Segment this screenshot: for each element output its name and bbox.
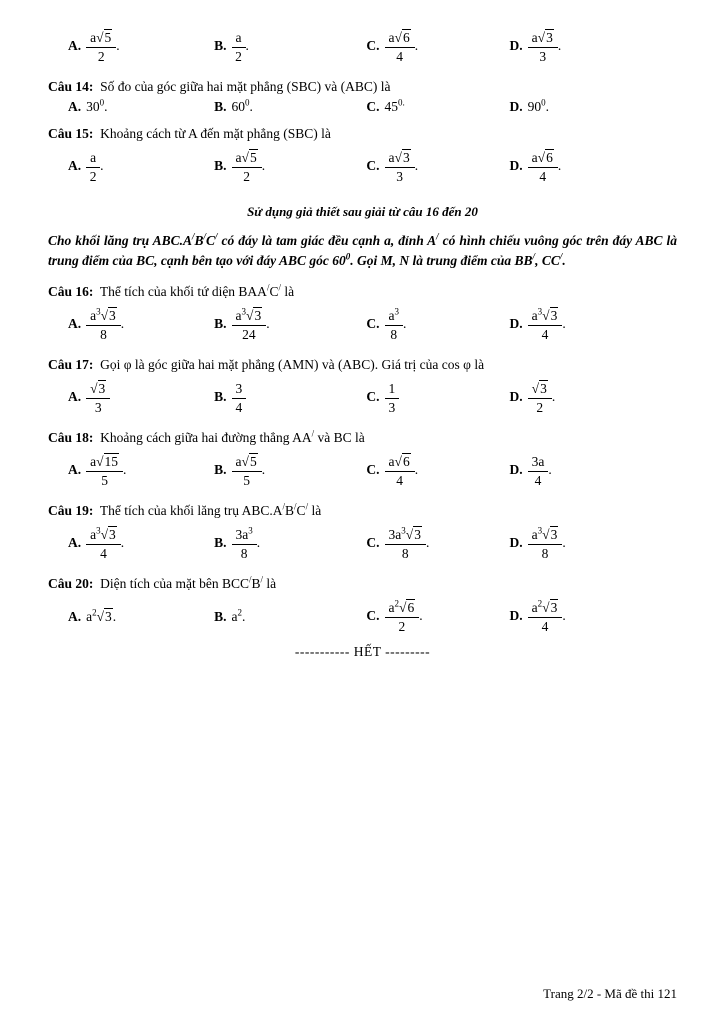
option-value: $\frac{√3}{2}$ . xyxy=(528,389,556,404)
fraction xyxy=(385,381,400,415)
option-letter: B. xyxy=(214,38,227,54)
question-text: Thể tích của khối tứ diện BAA/C/ là xyxy=(99,282,295,299)
superscript: / xyxy=(266,282,270,293)
option-value: $\frac{3a}{4}$ . xyxy=(528,462,552,477)
fraction xyxy=(385,600,420,634)
answer-option-b xyxy=(214,381,366,415)
fraction-numerator: $a^3√3$ xyxy=(232,308,267,326)
option-letter: A. xyxy=(68,316,82,332)
radical-icon: √ xyxy=(542,307,550,323)
shared-stem: Cho khối lăng trụ ABC.A/B/C/ có đáy là tam giác đều cạnh a, đỉnh A/ có hình chiếu vuông góc trên đáy ABC là trung điểm của BC, cạnh bên tạo với đáy ABC góc $60^0$. Gọi M, N là trung điểm của BB/, CC/. xyxy=(48,231,677,268)
radicand: 3 xyxy=(550,526,558,542)
options-row xyxy=(48,595,677,639)
superscript: 0 xyxy=(99,97,105,108)
radicand: 3 xyxy=(414,526,421,542)
radical-icon: √ xyxy=(531,380,540,396)
option-value: $a^2√3$. xyxy=(86,607,117,624)
fraction-numerator: a√3 xyxy=(528,30,558,48)
option-value: $\frac{a^3√3}{4}$ . xyxy=(528,316,566,331)
fraction-denominator: 2 xyxy=(235,48,242,64)
fraction-numerator: $3a^3√3$ xyxy=(385,527,426,545)
superscript: 0 xyxy=(345,251,351,262)
square-root xyxy=(532,381,548,396)
square-root xyxy=(97,609,113,624)
superscript: 3 xyxy=(96,525,101,536)
options-row xyxy=(48,449,677,493)
superscript: / xyxy=(311,428,315,439)
square-root xyxy=(96,30,112,45)
option-letter: B. xyxy=(214,316,227,332)
superscript: 2 xyxy=(537,598,543,609)
option-value xyxy=(86,380,110,415)
fraction xyxy=(528,30,558,64)
fraction-denominator: 3 xyxy=(388,399,396,415)
radicand: 5 xyxy=(249,453,257,469)
fraction-denominator: 4 xyxy=(396,472,403,488)
option-value: $\frac{a√3}{3}$ . xyxy=(385,158,419,173)
square-root xyxy=(542,527,558,542)
radicand: 3 xyxy=(98,380,106,396)
superscript: / xyxy=(248,574,252,585)
radicand: 3 xyxy=(109,526,116,542)
option-letter: A. xyxy=(68,38,82,54)
exam-content xyxy=(48,25,677,660)
radicand: 6 xyxy=(407,599,415,615)
fraction-numerator: a√5 xyxy=(232,150,262,168)
option-letter: A. xyxy=(68,462,82,478)
fraction xyxy=(528,600,563,634)
answer-option-a xyxy=(68,99,214,115)
option-letter: D. xyxy=(509,99,523,114)
fraction-denominator: 24 xyxy=(242,326,256,342)
options-row xyxy=(48,376,677,420)
fraction-numerator: a√5 xyxy=(232,454,262,472)
fraction xyxy=(232,381,247,415)
fraction xyxy=(232,30,246,64)
option-value: $\frac{a√6}{4}$ . xyxy=(528,158,562,173)
options-row xyxy=(48,303,677,347)
answer-option-b xyxy=(214,150,366,184)
option-letter: B. xyxy=(214,99,227,114)
radical-icon: √ xyxy=(405,526,414,542)
radical-icon: √ xyxy=(90,380,98,396)
answer-option-c xyxy=(366,308,509,342)
radical-icon: √ xyxy=(100,526,109,542)
answer-option-a xyxy=(68,150,214,184)
fraction xyxy=(385,454,415,488)
answer-option-c xyxy=(366,30,509,64)
fraction-numerator: $a^3√3$ xyxy=(528,308,563,326)
radical-icon: √ xyxy=(399,599,407,615)
square-root xyxy=(399,600,415,615)
answer-option-a xyxy=(68,609,214,625)
superscript: 3 xyxy=(96,306,101,317)
option-value: $\frac{a^3}{8}$ . xyxy=(385,316,407,331)
fraction-numerator: $a^3$ xyxy=(385,308,404,326)
fraction xyxy=(86,381,110,415)
fraction-numerator: $a^2√3$ xyxy=(528,600,563,618)
fraction-numerator: $a^3√3$ xyxy=(86,308,121,326)
option-letter: D. xyxy=(509,535,523,551)
radical-icon: √ xyxy=(96,29,104,45)
radical-icon: √ xyxy=(537,29,546,45)
option-value: $45^{0.}$ xyxy=(384,97,405,114)
superscript: 3 xyxy=(401,525,406,536)
question-text: Khoảng cách từ A đến mặt phẳng (SBC) là xyxy=(100,126,331,141)
square-root xyxy=(246,308,262,323)
answer-option-c xyxy=(366,150,509,184)
fraction-numerator: a xyxy=(232,30,246,48)
fraction xyxy=(86,308,121,342)
options-row xyxy=(48,145,677,189)
question-text: Thể tích của khối lăng trụ ABC.A/B/C/ là xyxy=(99,501,322,518)
page-footer: Trang 2/2 - Mã đề thi 121 xyxy=(543,986,677,1001)
option-value: $\frac{a^2√3}{4}$ . xyxy=(528,608,566,623)
superscript: 0. xyxy=(398,97,405,108)
superscript: 3 xyxy=(537,525,543,536)
option-letter: C. xyxy=(366,608,380,624)
square-root xyxy=(242,454,258,469)
superscript: 2 xyxy=(92,607,97,618)
option-letter: C. xyxy=(366,99,380,114)
option-letter: B. xyxy=(214,462,227,478)
superscript: 0 xyxy=(245,97,250,108)
fraction-numerator: a√5 xyxy=(86,30,116,48)
fraction-denominator: 4 xyxy=(235,399,243,415)
radicand: 5 xyxy=(104,29,112,45)
question-label: Câu 20: xyxy=(48,576,94,591)
option-value: $\frac{a√5}{5}$ . xyxy=(232,462,266,477)
fraction-denominator: 5 xyxy=(101,472,108,488)
superscript: / xyxy=(305,501,309,512)
answer-option-d xyxy=(510,527,677,561)
option-value: $a^2$. xyxy=(231,607,246,624)
question-line xyxy=(48,283,677,301)
option-letter: A. xyxy=(68,99,82,114)
square-root xyxy=(90,381,106,396)
option-value: $\frac{a√5}{2}$ . xyxy=(86,38,120,53)
fraction-numerator xyxy=(86,381,110,399)
option-value: $\frac{a^3√3}{8}$ . xyxy=(86,316,124,331)
question-label: Câu 17: xyxy=(48,357,94,372)
fraction-denominator: 3 xyxy=(396,168,403,184)
answer-option-b xyxy=(214,454,366,488)
option-letter: C. xyxy=(366,462,380,478)
superscript: / xyxy=(260,574,264,585)
fraction-denominator: 8 xyxy=(240,545,248,561)
fraction-numerator: a√3 xyxy=(385,150,415,168)
fraction-denominator: 3 xyxy=(94,399,102,415)
superscript: 2 xyxy=(237,607,243,618)
fraction xyxy=(232,527,257,561)
square-root xyxy=(406,527,422,542)
question-label: Câu 18: xyxy=(48,430,94,445)
question-label: Câu 16: xyxy=(48,284,94,299)
answer-option-d xyxy=(510,454,677,488)
radical-icon: √ xyxy=(394,29,402,45)
fraction xyxy=(385,30,415,64)
option-letter: A. xyxy=(68,158,82,174)
superscript: 0 xyxy=(541,97,546,108)
answer-option-a xyxy=(68,381,214,415)
answer-option-c xyxy=(366,381,509,415)
fraction-denominator: 8 xyxy=(401,545,409,561)
option-letter: B. xyxy=(214,389,227,405)
fraction xyxy=(528,308,563,342)
option-letter: A. xyxy=(68,389,82,405)
fraction-denominator: 8 xyxy=(100,326,107,342)
answer-option-c xyxy=(366,527,509,561)
square-root xyxy=(96,454,119,469)
radical-icon: √ xyxy=(241,149,249,165)
options-row xyxy=(48,25,677,69)
option-value: $\frac{a}{2}$ . xyxy=(86,158,103,173)
option-letter: D. xyxy=(509,462,523,478)
radicand: 6 xyxy=(402,29,410,45)
fraction xyxy=(385,308,404,342)
fraction-numerator: 3a xyxy=(528,454,549,472)
fraction xyxy=(232,150,262,184)
fraction xyxy=(232,308,267,342)
option-letter: B. xyxy=(214,158,227,174)
question-line xyxy=(48,575,677,593)
question-text: Khoảng cách giữa hai đường thẳng AA/ và BC là xyxy=(100,428,365,445)
section-note: Sử dụng giả thiết sau giải từ câu 16 đến 20 xyxy=(247,204,478,219)
option-value: $\frac{a}{2}$ . xyxy=(232,38,249,53)
option-value: $60^0$. xyxy=(231,97,253,114)
question-label: Câu 19: xyxy=(48,503,94,518)
option-value: $\frac{a√6}{4}$ . xyxy=(385,38,419,53)
answer-option-b xyxy=(214,308,366,342)
radical-icon: √ xyxy=(542,526,550,542)
option-letter: B. xyxy=(214,609,227,624)
option-value: $\frac{a^2√6}{2}$ . xyxy=(385,608,423,623)
end-marker: ----------- HẾT --------- xyxy=(294,644,431,659)
superscript: / xyxy=(215,231,218,242)
answer-option-c xyxy=(366,454,509,488)
radicand: 3 xyxy=(109,307,116,323)
answer-option-d xyxy=(510,30,677,64)
fraction xyxy=(86,30,116,64)
option-letter: C. xyxy=(366,316,380,332)
fraction xyxy=(528,527,563,561)
answer-option-b xyxy=(214,99,366,115)
answer-option-d xyxy=(510,600,677,634)
option-letter: D. xyxy=(509,158,523,174)
fraction-numerator: $a^3√3$ xyxy=(528,527,563,545)
answer-option-a xyxy=(68,308,214,342)
answer-option-a xyxy=(68,30,214,64)
question-label: Câu 15: xyxy=(48,126,94,141)
radicand: 3 xyxy=(540,380,547,396)
superscript: / xyxy=(203,231,207,242)
answer-option-b xyxy=(214,30,366,64)
option-letter: D. xyxy=(509,38,523,54)
option-letter: B. xyxy=(214,535,227,551)
option-letter: D. xyxy=(509,389,523,405)
question-line xyxy=(48,356,677,374)
option-value: $90^0$. xyxy=(527,97,550,114)
option-value: $30^0$. xyxy=(86,97,108,114)
option-letter: C. xyxy=(366,535,380,551)
fraction-numerator: a√6 xyxy=(385,454,415,472)
option-value: $\frac{a√3}{3}$ . xyxy=(528,38,562,53)
fraction-numerator: $a^2√6$ xyxy=(385,600,420,618)
superscript: / xyxy=(191,231,195,242)
option-value: $\frac{a√6}{4}$ . xyxy=(385,462,419,477)
fraction-denominator: 4 xyxy=(539,168,547,184)
answer-option-c xyxy=(366,99,509,115)
question-line xyxy=(48,78,677,96)
question-line xyxy=(48,502,677,520)
option-letter: D. xyxy=(509,316,523,332)
radical-icon: √ xyxy=(537,149,546,165)
superscript: 3 xyxy=(537,306,543,317)
question-text: Diện tích của mặt bên BCC/B/ là xyxy=(100,574,277,591)
radicand: 6 xyxy=(546,149,553,165)
radical-icon: √ xyxy=(96,453,104,469)
fraction-denominator: 2 xyxy=(398,618,406,634)
question-text: Gọi φ là góc giữa hai mặt phẳng (AMN) và (ABC). Giá trị của cos φ là xyxy=(100,357,485,372)
fraction xyxy=(528,150,558,184)
radical-icon: √ xyxy=(394,453,402,469)
square-root xyxy=(395,30,411,45)
radicand: 3 xyxy=(254,307,262,323)
question-line xyxy=(48,429,677,447)
superscript: / xyxy=(559,251,563,262)
option-letter: C. xyxy=(366,38,380,54)
superscript: / xyxy=(278,282,281,293)
fraction xyxy=(385,150,415,184)
fraction-denominator: 4 xyxy=(534,472,542,488)
answer-option-d xyxy=(510,150,677,184)
option-letter: C. xyxy=(366,158,380,174)
fraction-denominator: 2 xyxy=(536,399,544,415)
answer-option-d xyxy=(510,381,677,415)
option-value: $\frac{a^3√3}{24}$ . xyxy=(232,316,270,331)
superscript: / xyxy=(532,251,536,262)
fraction-numerator: a√6 xyxy=(528,150,558,168)
fraction-denominator: 4 xyxy=(396,48,403,64)
option-letter: A. xyxy=(68,535,82,551)
radicand: 5 xyxy=(249,149,257,165)
answer-option-d xyxy=(510,308,677,342)
square-root xyxy=(101,308,117,323)
fraction xyxy=(86,454,123,488)
fraction-denominator: 8 xyxy=(541,545,549,561)
radicand: 3 xyxy=(546,29,553,45)
radical-icon: √ xyxy=(394,149,402,165)
square-root xyxy=(542,308,558,323)
radical-icon: √ xyxy=(96,609,105,624)
option-letter: A. xyxy=(68,609,82,624)
radicand: 6 xyxy=(402,453,410,469)
square-root xyxy=(538,150,554,165)
fraction-numerator: a√6 xyxy=(385,30,415,48)
options-row xyxy=(48,98,677,116)
superscript: 3 xyxy=(248,525,253,536)
fraction xyxy=(86,527,121,561)
option-letter: C. xyxy=(366,389,380,405)
option-value: $\frac{a√15}{5}$ . xyxy=(86,462,126,477)
options-row xyxy=(48,522,677,566)
fraction-denominator: 4 xyxy=(541,326,549,342)
fraction xyxy=(385,527,426,561)
option-value: $\frac{3a^3√3}{8}$ . xyxy=(385,535,430,550)
fraction xyxy=(232,454,262,488)
answer-option-a xyxy=(68,454,214,488)
option-value: $\frac{a√5}{2}$ . xyxy=(232,158,266,173)
fraction-numerator: a√15 xyxy=(86,454,123,472)
radical-icon: √ xyxy=(100,307,109,323)
fraction xyxy=(528,381,552,415)
radicand: 3 xyxy=(550,307,558,323)
option-value xyxy=(385,380,400,415)
fraction-numerator: 1 xyxy=(385,381,400,399)
radicand: 3 xyxy=(105,609,112,624)
superscript: / xyxy=(282,501,286,512)
fraction-denominator: 4 xyxy=(100,545,107,561)
radicand: 3 xyxy=(550,599,558,615)
answer-option-b xyxy=(214,527,366,561)
square-root xyxy=(395,454,411,469)
answer-option-b xyxy=(214,609,366,625)
fraction xyxy=(86,150,100,184)
fraction-denominator: 5 xyxy=(243,472,250,488)
radical-icon: √ xyxy=(542,599,550,615)
answer-option-d xyxy=(510,99,677,115)
radical-icon: √ xyxy=(246,307,254,323)
fraction-denominator: 8 xyxy=(390,326,398,342)
superscript: 2 xyxy=(394,598,400,609)
fraction xyxy=(528,454,549,488)
option-value xyxy=(232,380,247,415)
fraction-denominator: 2 xyxy=(97,48,105,64)
radicand: 15 xyxy=(104,453,119,469)
question-label: Câu 14: xyxy=(48,79,94,94)
fraction-numerator: 3 xyxy=(232,381,247,399)
square-root xyxy=(395,150,411,165)
option-value: $\frac{a^3√3}{4}$ . xyxy=(86,535,124,550)
fraction-numerator: $3a^3$ xyxy=(232,527,257,545)
superscript: / xyxy=(294,501,297,512)
radicand: 3 xyxy=(402,149,410,165)
fraction-numerator: a xyxy=(86,150,100,168)
square-root xyxy=(542,600,558,615)
square-root xyxy=(101,527,117,542)
radical-icon: √ xyxy=(241,453,249,469)
fraction-denominator: 2 xyxy=(243,168,250,184)
option-value: $\frac{3a^3}{8}$ . xyxy=(232,535,261,550)
option-letter: D. xyxy=(509,608,523,624)
superscript: 3 xyxy=(394,306,400,317)
fraction-denominator: 4 xyxy=(541,618,549,634)
square-root xyxy=(242,150,258,165)
fraction-denominator: 2 xyxy=(89,168,97,184)
answer-option-c xyxy=(366,600,509,634)
answer-option-a xyxy=(68,527,214,561)
fraction-numerator: $a^3√3$ xyxy=(86,527,121,545)
superscript: / xyxy=(436,231,439,242)
square-root xyxy=(538,30,554,45)
fraction-denominator: 3 xyxy=(539,48,547,64)
question-text: Số đo của góc giữa hai mặt phẳng (SBC) và (ABC) là xyxy=(100,79,391,94)
superscript: 3 xyxy=(241,306,247,317)
option-value: $\frac{a^3√3}{8}$ . xyxy=(528,535,566,550)
question-line xyxy=(48,125,677,143)
fraction-numerator xyxy=(528,381,552,399)
